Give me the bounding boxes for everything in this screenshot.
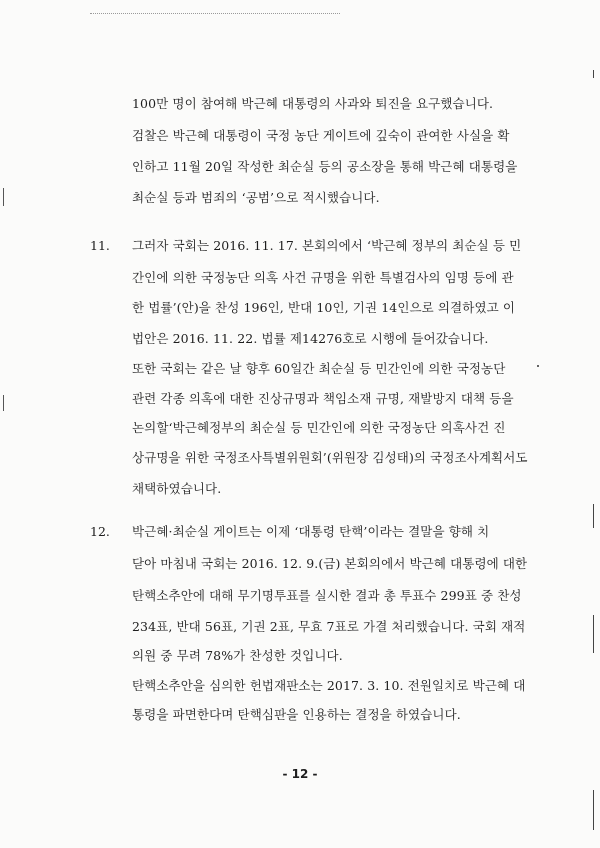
- paragraph-line: 닫아 마침내 국회는 2016. 12. 9.(금) 본회의에서 박근혜 대통령에 대한: [132, 556, 528, 571]
- paragraph-line: 상규명을 위한 국정조사특별위원회’(위원장 김성태)의 국정조사계획서도: [132, 450, 528, 465]
- scan-right-mark-1: [593, 70, 594, 78]
- paragraph-line: 통령을 파면한다며 탄핵심판을 인용하는 결정을 하였습니다.: [132, 707, 461, 722]
- paragraph-line: 의원 중 무려 78%가 찬성한 것입니다.: [132, 648, 343, 663]
- scan-right-mark-4: [593, 790, 594, 830]
- page-number: - 12 -: [282, 767, 318, 781]
- item-number: 12.: [90, 524, 110, 539]
- paragraph-line: 탄핵소추안에 대해 무기명투표를 실시한 결과 총 투표수 299표 중 찬성: [132, 588, 522, 603]
- paragraph-line: 논의할‘박근혜정부의 최순실 등 민간인에 의한 국정농단 의혹사건 진: [132, 420, 506, 435]
- paragraph-line: 검찰은 박근혜 대통령이 국정 농단 게이트에 깊숙이 관여한 사실을 확: [132, 128, 510, 143]
- paragraph-line: 관련 각종 의혹에 대한 진상규명과 책임소재 규명, 재발방지 대책 등을: [132, 391, 514, 406]
- paragraph-line: 한 법률’(안)을 찬성 196인, 반대 10인, 기권 14인으로 의결하였고 이: [132, 300, 516, 315]
- scan-speck: [537, 365, 539, 367]
- paragraph-line: 간인에 의한 국정농단 의혹 사건 규명을 위한 특별검사의 임명 등에 관: [132, 270, 514, 285]
- scan-right-mark-3: [593, 615, 594, 653]
- paragraph-line: 탄핵소추안을 심의한 헌법재판소는 2017. 3. 10. 전원일치로 박근혜 대: [132, 678, 526, 693]
- paragraph-line: 234표, 반대 56표, 기권 2표, 무효 7표로 가결 처리했습니다. 국회 재적: [132, 619, 526, 634]
- scan-top-edge: [90, 13, 340, 14]
- scan-right-mark-2: [593, 504, 594, 528]
- paragraph-line: 채택하였습니다.: [132, 481, 222, 496]
- paragraph-line: 또한 국회는 같은 날 향후 60일간 최순실 등 민간인에 의한 국정농단: [132, 361, 506, 376]
- scan-left-mark-1: [3, 188, 4, 206]
- scan-left-mark-2: [3, 395, 4, 411]
- paragraph-line: 인하고 11월 20일 작성한 최순실 등의 공소장을 통해 박근혜 대통령을: [132, 159, 518, 174]
- paragraph-line: 최순실 등과 범죄의 ‘공범’으로 적시했습니다.: [132, 190, 380, 205]
- paragraph-line: 법안은 2016. 11. 22. 법률 제14276호로 시행에 들어갔습니다.: [132, 331, 489, 346]
- paragraph-line: 그러자 국회는 2016. 11. 17. 본회의에서 ‘박근혜 정부의 최순실 등 민: [132, 238, 522, 253]
- paragraph-line: 100만 명이 참여해 박근혜 대통령의 사과와 퇴진을 요구했습니다.: [132, 96, 494, 111]
- item-number: 11.: [90, 238, 110, 253]
- paragraph-line: 박근혜·최순실 게이트는 이제 ‘대통령 탄핵’이라는 결말을 향해 치: [132, 524, 490, 539]
